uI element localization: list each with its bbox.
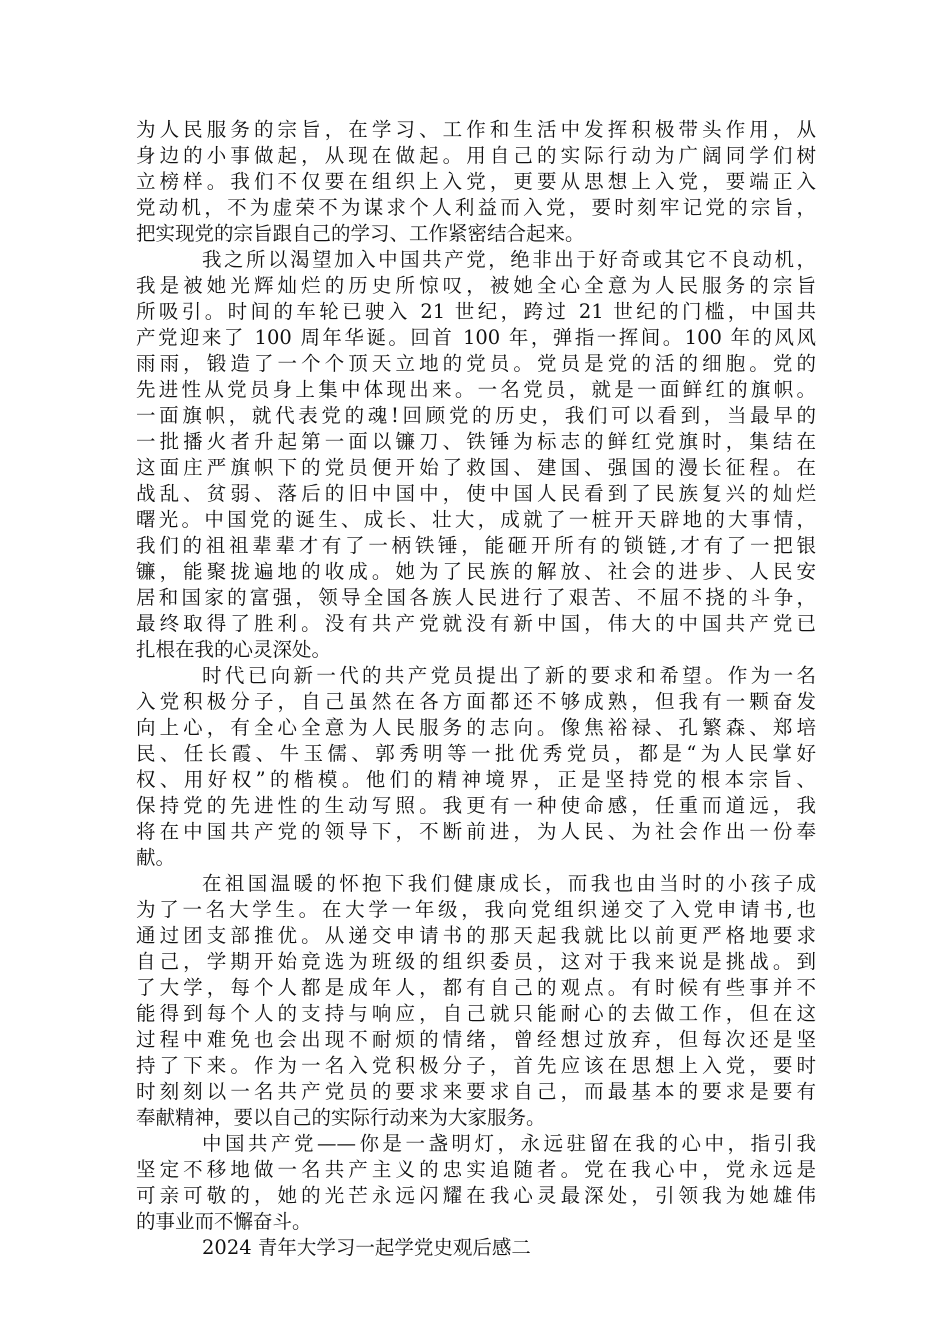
- text-line: 的事业而不懈奋斗。: [136, 1210, 312, 1233]
- text-line: 将在中国共产党的领导下，不断前进，为人民、为社会作出一份奉: [136, 820, 816, 843]
- text-line: 了大学，每个人都是成年人，都有自己的观点。有时候有些事并不: [136, 976, 816, 999]
- paragraph: [136, 1235, 816, 1261]
- text-line: 能得到每个人的支持与响应，自己就只能耐心的去做工作，但在这: [136, 1002, 816, 1025]
- text-line: 这面庄严旗帜下的党员便开始了救国、建国、强国的漫长征程。在: [136, 456, 816, 479]
- paragraph: [136, 247, 816, 663]
- text-line: 入党积极分子，自己虽然在各方面都还不够成熟，但我有一颗奋发: [136, 690, 816, 713]
- text-line: 镰，能聚拢遍地的收成。她为了民族的解放、社会的进步、人民安: [136, 560, 816, 583]
- text-line: 曙光。中国党的诞生、成长、壮大，成就了一桩开天辟地的大事情，: [136, 508, 816, 531]
- text-line: 民、任长霞、牛玉儒、郭秀明等一批优秀党员，都是“为人民掌好: [136, 742, 816, 765]
- text-line: 向上心，有全心全意为人民服务的志向。像焦裕禄、孔繁森、郑培: [136, 716, 816, 739]
- text-line: 自己，学期开始竞选为班级的组织委员，这对于我来说是挑战。到: [136, 950, 816, 973]
- text-line: 我是被她光辉灿烂的历史所惊叹，被她全心全意为人民服务的宗旨: [136, 274, 816, 297]
- text-line: 党动机，不为虚荣不为谋求个人利益而入党，要时刻牢记党的宗旨，: [136, 196, 816, 219]
- text-line: 所吸引。时间的车轮已驶入 21 世纪，跨过 21 世纪的门槛，中国共: [136, 300, 816, 323]
- text-line: 立榜样。我们不仅要在组织上入党，更要从思想上入党，要端正入: [136, 170, 816, 193]
- text-line: 把实现党的宗旨跟自己的学习、工作紧密结合起来。: [136, 222, 585, 245]
- paragraph: [136, 1131, 816, 1235]
- text-line: 居和国家的富强，领导全国各族人民进行了艰苦、不屈不挠的斗争，: [136, 586, 816, 609]
- text-line: 战乱、贫弱、落后的旧中国中，使中国人民看到了民族复兴的灿烂: [136, 482, 816, 505]
- text-line: 献。: [136, 846, 176, 869]
- text-line: 扎根在我的心灵深处。: [136, 638, 332, 661]
- text-line: 权、用好权”的楷模。他们的精神境界，正是坚持党的根本宗旨、: [136, 768, 816, 791]
- text-line: 可亲可敬的，她的光芒永远闪耀在我心灵最深处，引领我为她雄伟: [136, 1184, 816, 1207]
- text-line: 持了下来。作为一名入党积极分子，首先应该在思想上入党，要时: [136, 1054, 816, 1077]
- text-line: 先进性从党员身上集中体现出来。一名党员，就是一面鲜红的旗帜。: [136, 378, 816, 401]
- text-line: 产党迎来了 100 周年华诞。回首 100 年，弹指一挥间。100 年的风风: [136, 326, 816, 349]
- paragraph: [136, 871, 816, 1131]
- document-page: [136, 117, 816, 1261]
- text-line: 最终取得了胜利。没有共产党就没有新中国，伟大的中国共产党已: [136, 612, 816, 635]
- text-line: 奉献精神，要以自己的实际行动来为大家服务。: [136, 1106, 546, 1129]
- text-line: 保持党的先进性的生动写照。我更有一种使命感，任重而道远，我: [136, 794, 816, 817]
- text-line: 为人民服务的宗旨，在学习、工作和生活中发挥积极带头作用，从: [136, 118, 816, 141]
- text-line: 中国共产党——你是一盏明灯，永远驻留在我的心中，指引我: [202, 1132, 816, 1155]
- text-line: 2024 青年大学习一起学党史观后感二: [202, 1236, 531, 1259]
- text-line: 时代已向新一代的共产党员提出了新的要求和希望。作为一名: [202, 664, 816, 687]
- paragraph: [136, 663, 816, 871]
- text-line: 坚定不移地做一名共产主义的忠实追随者。党在我心中，党永远是: [136, 1158, 816, 1181]
- text-line: 我之所以渴望加入中国共产党，绝非出于好奇或其它不良动机，: [202, 248, 816, 271]
- text-line: 身边的小事做起，从现在做起。用自己的实际行动为广阔同学们树: [136, 144, 816, 167]
- text-line: 通过团支部推优。从递交申请书的那天起我就比以前更严格地要求: [136, 924, 816, 947]
- text-line: 时刻刻以一名共产党员的要求来要求自己，而最基本的要求是要有: [136, 1080, 816, 1103]
- paragraph: [136, 117, 816, 247]
- text-line: 雨雨，锻造了一个个顶天立地的党员。党员是党的活的细胞。党的: [136, 352, 816, 375]
- text-line: 在祖国温暖的怀抱下我们健康成长，而我也由当时的小孩子成: [202, 872, 816, 895]
- text-line: 过程中难免也会出现不耐烦的情绪，曾经想过放弃，但每次还是坚: [136, 1028, 816, 1051]
- text-line: 一批播火者升起第一面以镰刀、铁锤为标志的鲜红党旗时，集结在: [136, 430, 816, 453]
- text-line: 我们的祖祖辈辈才有了一柄铁锤，能砸开所有的锁链,才有了一把银: [136, 534, 816, 557]
- text-line: 一面旗帜，就代表党的魂!回顾党的历史，我们可以看到，当最早的: [136, 404, 816, 427]
- text-line: 为了一名大学生。在大学一年级，我向党组织递交了入党申请书,也: [136, 898, 816, 921]
